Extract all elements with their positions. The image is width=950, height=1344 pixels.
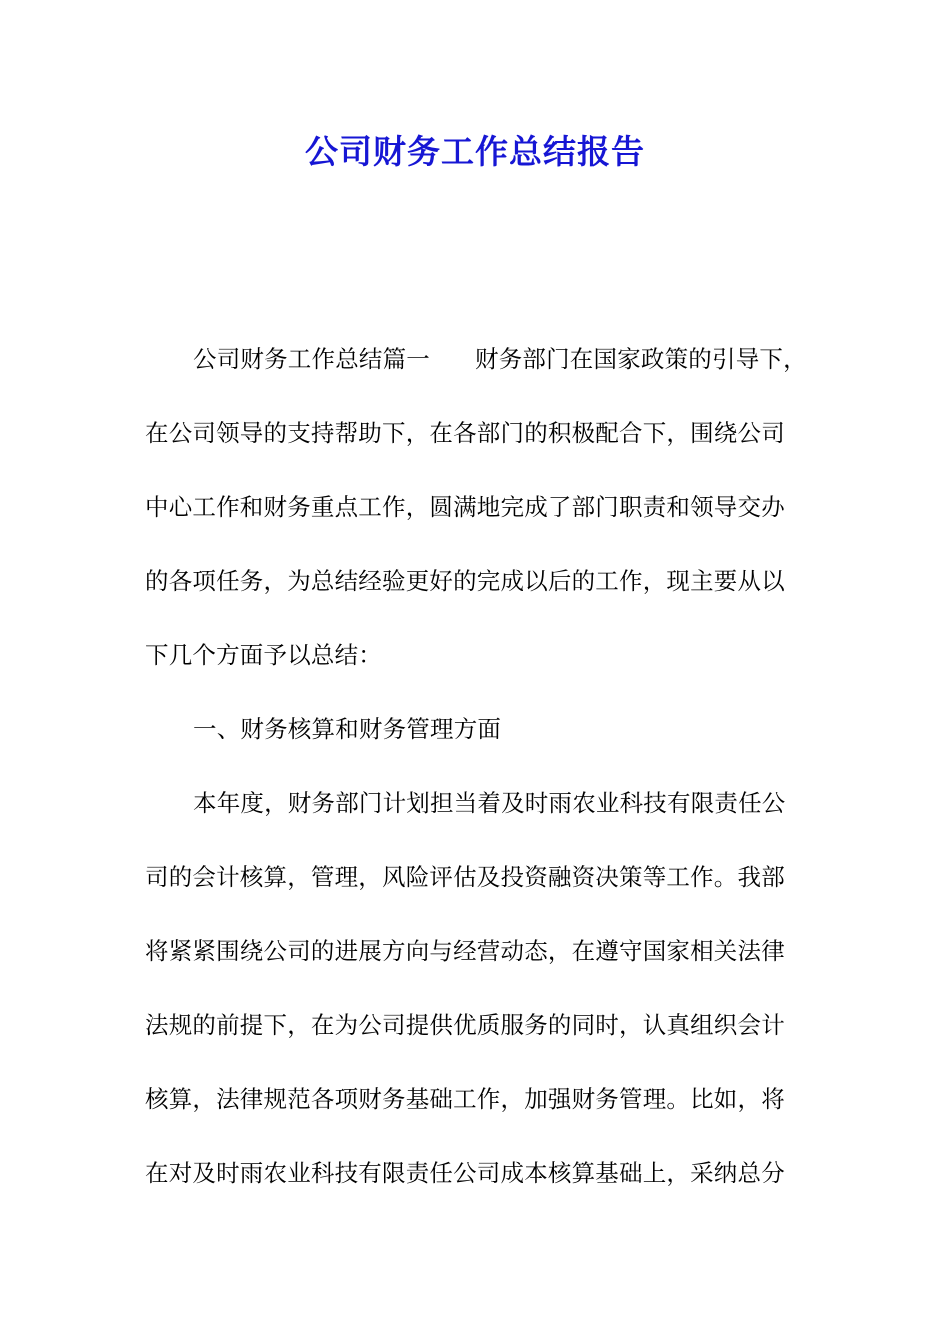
section-heading: 一、财务核算和财务管理方面 [193,715,502,743]
document-title: 公司财务工作总结报告 [305,132,645,171]
paragraph-line: 在公司领导的支持帮助下，在各部门的积极配合下，围绕公司 [145,419,785,447]
paragraph-line: 本年度，财务部门计划担当着及时雨农业科技有限责任公 [193,789,786,817]
paragraph-line: 中心工作和财务重点工作，圆满地完成了部门职责和领导交办 [145,493,785,521]
paragraph-line: 法规的前提下，在为公司提供优质服务的同时，认真组织会计 [145,1011,785,1039]
paragraph-line: 的各项任务，为总结经验更好的完成以后的工作，现主要从以 [145,567,785,595]
paragraph-text: 财务部门在国家政策的引导下， [475,345,807,373]
section-heading-inline: 公司财务工作总结篇一 [193,345,430,373]
paragraph-line: 核算，法律规范各项财务基础工作，加强财务管理。比如，将 [145,1085,785,1113]
paragraph-line: 下几个方面予以总结： [145,641,382,669]
paragraph-line: 司的会计核算，管理，风险评估及投资融资决策等工作。我部 [145,863,785,891]
paragraph-line: 在对及时雨农业科技有限责任公司成本核算基础上，采纳总分 [145,1159,785,1187]
paragraph-line: 将紧紧围绕公司的进展方向与经营动态，在遵守国家相关法律 [145,937,785,965]
document-body [145,334,810,1222]
paragraph-line [145,334,810,408]
